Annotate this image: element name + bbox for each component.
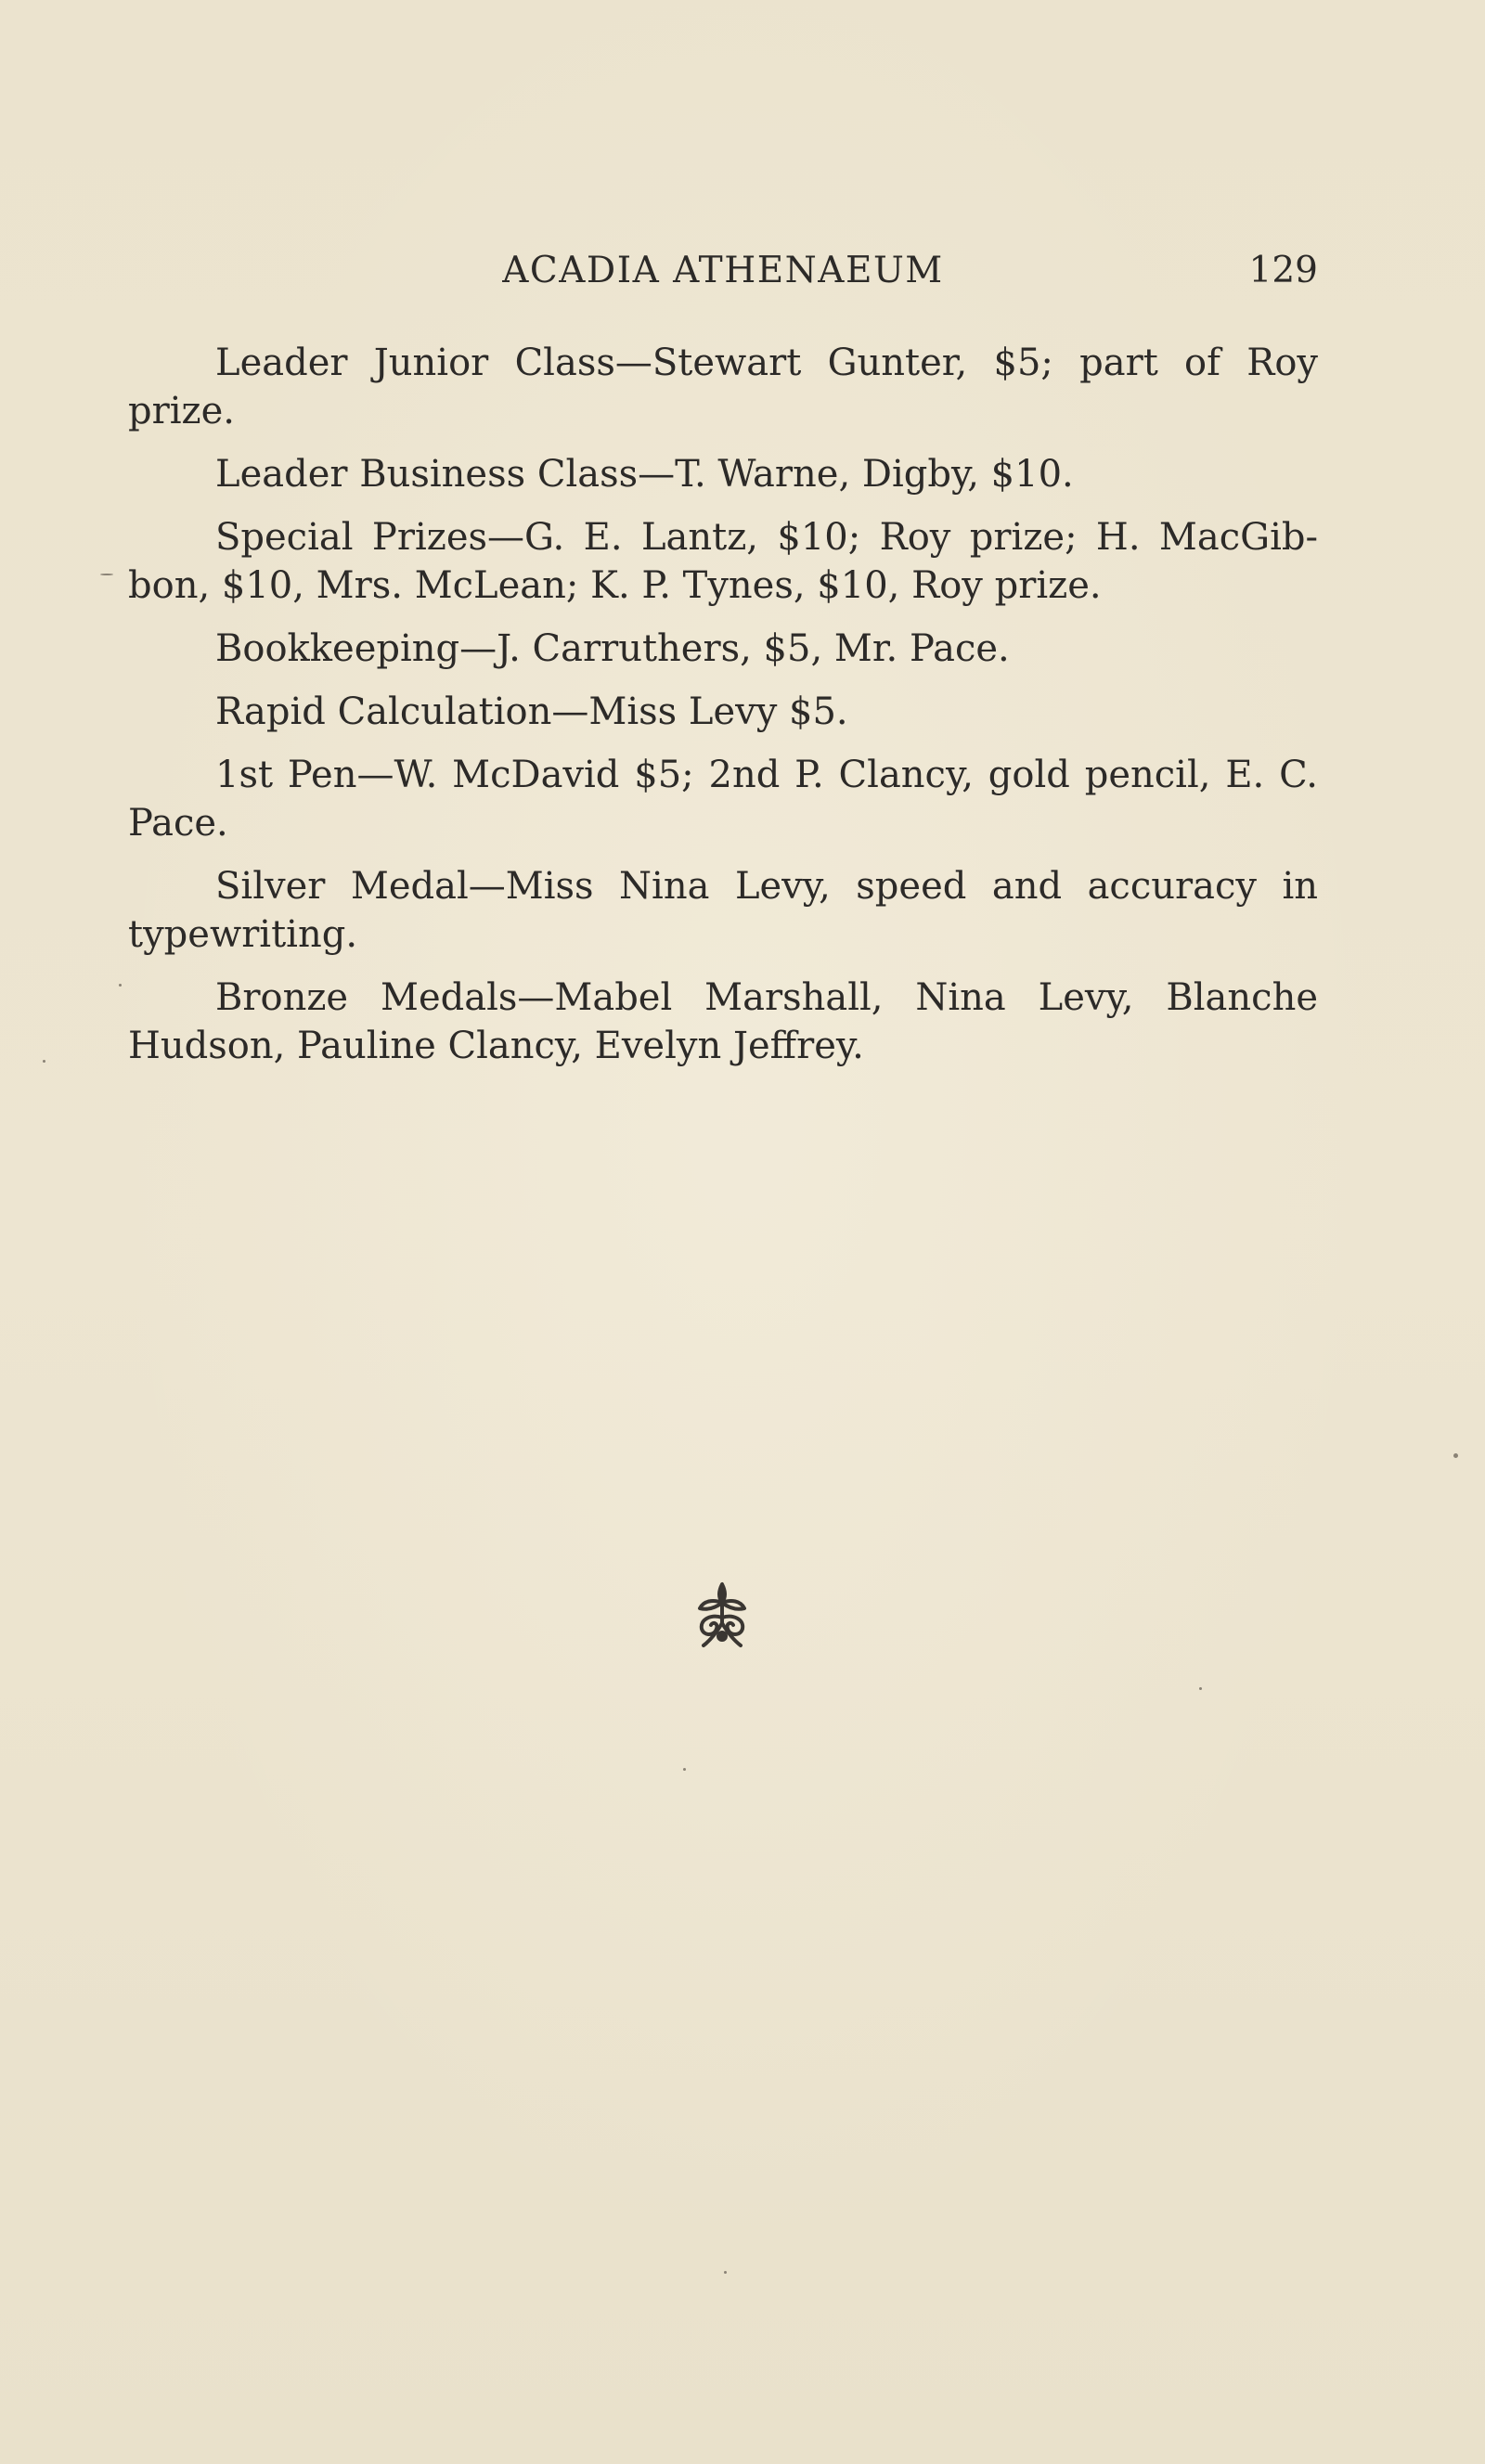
paper-speck: [119, 984, 122, 987]
running-head: [128, 243, 1318, 299]
entry-bookkeeping: Bookkeeping—J. Carruthers, $5, Mr. Pace.: [215, 627, 1010, 670]
journal-title: ACADIA ATHENAEUM: [502, 250, 944, 291]
paper-speck: [43, 1060, 45, 1063]
entry-rapid-calculation: Rapid Calculation—Miss Levy $5.: [215, 690, 848, 733]
paper-speck: [1453, 1453, 1458, 1458]
paper-speck: [1199, 1687, 1202, 1690]
fleuron-icon: [691, 1580, 754, 1651]
entry-first-pen: 1st Pen—W. McDavid $5; 2nd P. Clancy, gold pencil, E. C. Pace.: [128, 754, 1318, 845]
entry-leader-business-class: Leader Business Class—T. Warne, Digby, $10.: [215, 453, 1074, 496]
prize-list: [128, 339, 1318, 1085]
entry-special-prizes: Special Prizes—G. E. Lantz, $10; Roy prize; H. MacGib-bon, $10, Mrs. McLean; K. P. Tynes, $10, Roy prize.: [128, 516, 1318, 607]
entry-leader-junior-class: Leader Junior Class—Stewart Gunter, $5; part of Roy prize.: [128, 342, 1318, 432]
page-number: 129: [1248, 250, 1318, 291]
entry-bronze-medals: Bronze Medals—Mabel Marshall, Nina Levy, Blanche Hudson, Pauline Clancy, Evelyn Jeffrey.: [128, 976, 1318, 1067]
paper-speck: [724, 2271, 727, 2274]
entry-silver-medal: Silver Medal—Miss Nina Levy, speed and accuracy in typewriting.: [128, 865, 1318, 956]
paper-speck: [100, 574, 113, 575]
paper-speck: [683, 1768, 686, 1771]
